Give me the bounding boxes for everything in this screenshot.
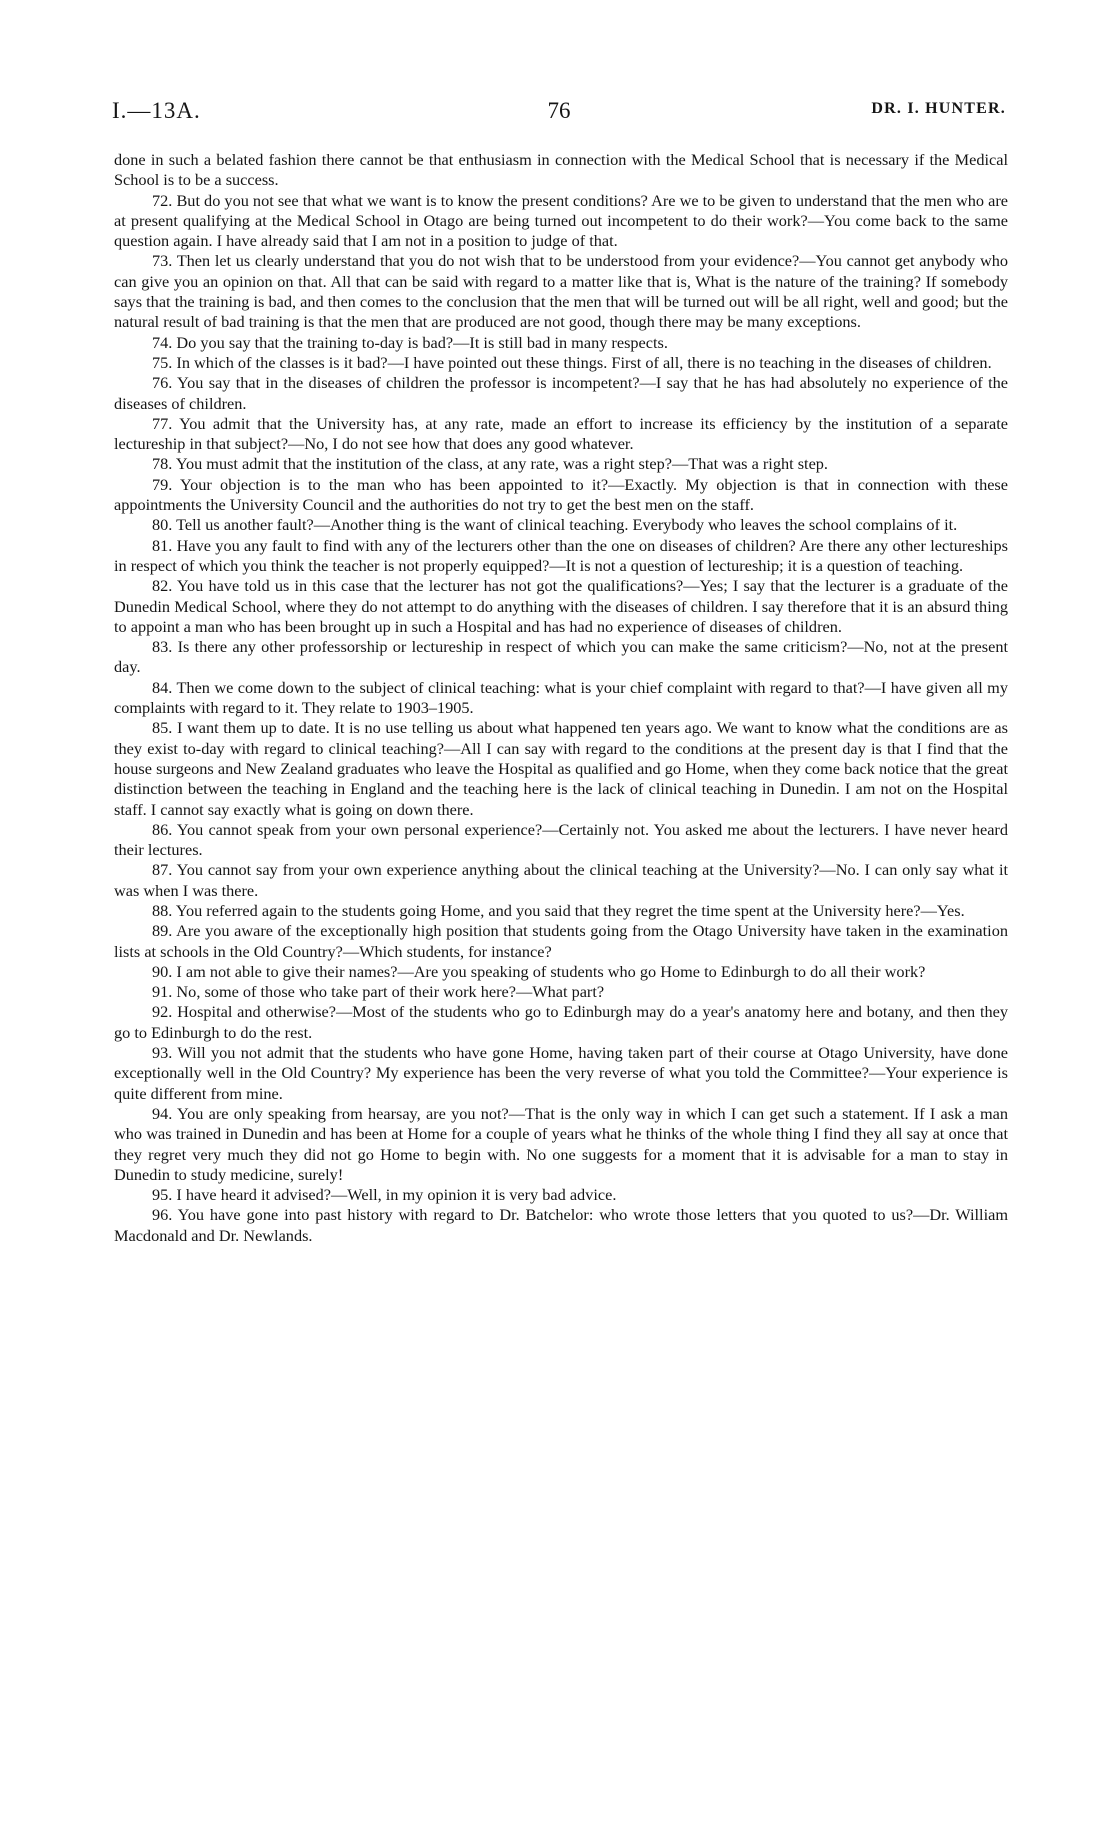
page-header bbox=[112, 98, 1006, 130]
question-78: 78. You must admit that the institution of the class, at any rate, was a right step?—That was a right step. bbox=[152, 454, 829, 474]
question-94: 94. You are only speaking from hearsay, are you not?—That is the only way in which I can get such a statement. If I ask a man who was trained in Dunedin and has been at Home for a couple of years what he thinks of the whole thing I find they all say at once that they regret very much they did not go Home to begin with. No one suggests for a moment that it is advisable for a man to stay in Dunedin to study medicine, surely! bbox=[114, 1103, 1008, 1184]
question-83: 83. Is there any other professorship or lectureship in respect of which you can make the same criticism?—No, not at the present day. bbox=[114, 637, 1008, 677]
question-73: 73. Then let us clearly understand that you do not wish that to be understood from your evidence?—You cannot get anybody who can give you an opinion on that. All that can be said with regard to a matter like that is, What is the nature of the training? If somebody says that the training is bad, and then comes to the conclusion that the men that will be turned out will be all right, well and good; but the natural result of bad training is that the men that are produced are not good, though there may be many exceptions. bbox=[114, 251, 1008, 332]
question-96: 96. You have gone into past history with regard to Dr. Batchelor: who wrote those letters that you quoted to us?—Dr. William Macdonald and Dr. Newlands. bbox=[114, 1205, 1008, 1245]
paper-reference: I.—13A. bbox=[112, 98, 201, 123]
question-81: 81. Have you any fault to find with any of the lecturers other than the one on diseases of children? Are there any other lectureships in respect of which you think the teacher is not properly equipped?—It is not a question of lectureship; it is a question of teaching. bbox=[114, 535, 1008, 575]
question-91: 91. No, some of those who take part of their work here?—What part? bbox=[152, 982, 605, 1002]
question-87: 87. You cannot say from your own experience anything about the clinical teaching at the University?—No. I can only say what it was when I was there. bbox=[114, 860, 1008, 900]
question-95: 95. I have heard it advised?—Well, in my opinion it is very bad advice. bbox=[152, 1185, 617, 1205]
question-90: 90. I am not able to give their names?—Are you speaking of students who go Home to Edinburgh to do all their work? bbox=[152, 961, 926, 981]
question-75: 75. In which of the classes is it bad?—I have pointed out these things. First of all, there is no teaching in the diseases of children. bbox=[152, 352, 992, 372]
question-79: 79. Your objection is to the man who has been appointed to it?—Exactly. My objection is that in connection with these appointments the University Council and the authorities do not try to get the best men on the staff. bbox=[114, 474, 1008, 515]
question-89: 89. Are you aware of the exceptionally high position that students going from the Otago University have taken in the examination lists at schools in the Old Country?—Which students, for instance? bbox=[114, 921, 1008, 961]
question-86: 86. You cannot speak from your own personal experience?—Certainly not. You asked me about the lecturers. I have never heard their lectures. bbox=[114, 819, 1008, 860]
question-85: 85. I want them up to date. It is no use telling us about what happened ten years ago. We want to know what the conditions are as they exist to-day with regard to clinical teaching?—All I can say with regard to the conditions at the present day is that I find that the house surgeons and New Zealand graduates who leave the Hospital as qualified and go Home, when they come back notice that the great distinction between the teaching in England and the teaching here is the lack of clinical teaching in Dunedin. I am not on the Hospital staff. I cannot say exactly what is going on down there. bbox=[114, 718, 1008, 819]
page-number: 76 bbox=[547, 98, 571, 123]
question-74: 74. Do you say that the training to-day is bad?—It is still bad in many respects. bbox=[152, 332, 668, 352]
question-93: 93. Will you not admit that the students who have gone Home, having taken part of their course at Otago University, have done exceptionally well in the Old Country? My experience has been the very reverse of what you told the Committee?—Your experience is quite different from mine. bbox=[114, 1043, 1008, 1103]
evidence-body bbox=[114, 150, 1008, 1246]
question-92: 92. Hospital and otherwise?—Most of the students who go to Edinburgh may do a year's anatomy here and botany, and then they go to Edinburgh to do the rest. bbox=[114, 1002, 1008, 1042]
question-76: 76. You say that in the diseases of children the professor is incompetent?—I say that he has had absolutely no experience of the diseases of children. bbox=[114, 373, 1008, 413]
question-84: 84. Then we come down to the subject of clinical teaching: what is your chief complaint with regard to that?—I have given all my complaints with regard to it. They relate to 1903–1905. bbox=[114, 677, 1008, 718]
question-72: 72. But do you not see that what we want is to know the present conditions? Are we to be given to understand that the men who are at present qualifying at the Medical School in Otago are being turned out incompetent to do their work?—You come back to the same question again. I have already said that I am not in a position to judge of that. bbox=[114, 190, 1008, 251]
witness-name: DR. I. HUNTER. bbox=[871, 100, 1006, 117]
question-82: 82. You have told us in this case that the lecturer has not got the qualifications?—Yes; I say that the lecturer is a graduate of the Dunedin Medical School, where they do not attempt to do anything with the diseases of children. I say therefore that it is an absurd thing to appoint a man who has been brought up in such a Hospital and has had no experience of diseases of children. bbox=[114, 576, 1008, 636]
paragraph-continuation: done in such a belated fashion there cannot be that enthusiasm in connection with the Medical School that is necessary if the Medical School is to be a success. bbox=[114, 150, 1008, 190]
question-77: 77. You admit that the University has, at any rate, made an effort to increase its efficiency by the institution of a separate lectureship in that subject?—No, I do not see how that does any good whatever. bbox=[114, 413, 1008, 454]
question-88: 88. You referred again to the students going Home, and you said that they regret the time spent at the University here?—Yes. bbox=[152, 900, 965, 920]
question-80: 80. Tell us another fault?—Another thing is the want of clinical teaching. Everybody who leaves the school complains of it. bbox=[152, 515, 958, 535]
